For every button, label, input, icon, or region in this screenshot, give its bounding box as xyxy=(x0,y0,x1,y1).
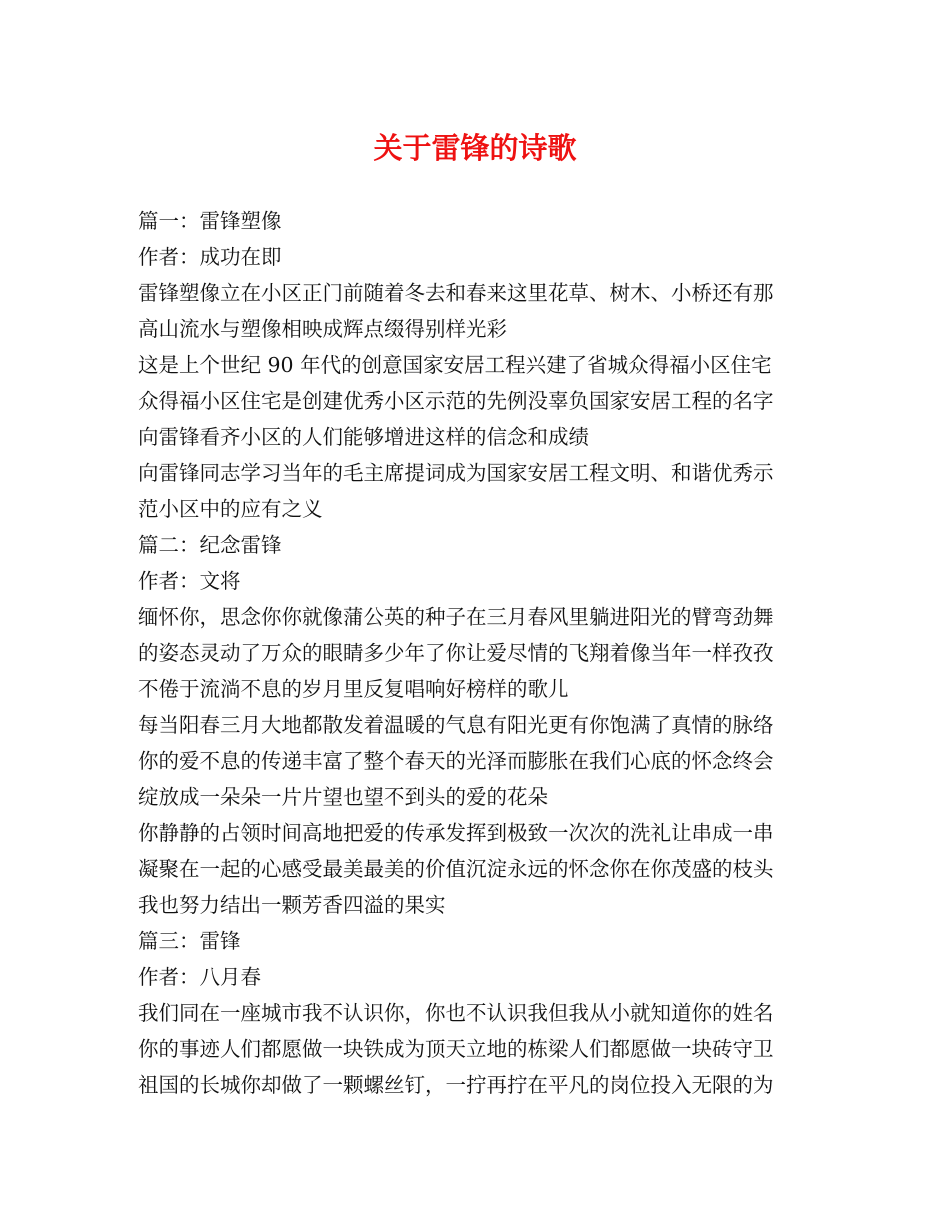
text-line: 向雷锋看齐小区的人们能够增进这样的信念和成绩 xyxy=(138,425,589,449)
text-line: 作者：八月春 xyxy=(138,965,261,989)
text-line: 祖国的长城你却做了一颗螺丝钉，一拧再拧在平凡的岗位投入无限的为 xyxy=(138,1073,774,1097)
document-title: 关于雷锋的诗歌 xyxy=(373,131,577,165)
text-line: 你的爱不息的传递丰富了整个春天的光泽而膨胀在我们心底的怀念终会 xyxy=(138,749,774,773)
text-line: 众得福小区住宅是创建优秀小区示范的先例没辜负国家安居工程的名字 xyxy=(138,389,774,413)
text-line: 作者：成功在即 xyxy=(138,245,282,269)
text-line: 这是上个世纪 90 年代的创意国家安居工程兴建了省城众得福小区住宅 xyxy=(138,353,772,377)
text-line: 我也努力结出一颗芳香四溢的果实 xyxy=(138,893,446,917)
text-line: 凝聚在一起的心感受最美最美的价值沉淀永远的怀念你在你茂盛的枝头 xyxy=(138,857,774,881)
text-line: 范小区中的应有之义 xyxy=(138,497,323,521)
text-line: 绽放成一朵朵一片片望也望不到头的爱的花朵 xyxy=(138,785,548,809)
text-line: 缅怀你，思念你你就像蒲公英的种子在三月春风里躺进阳光的臂弯劲舞 xyxy=(138,605,774,629)
text-line: 篇一：雷锋塑像 xyxy=(138,209,282,233)
text-line: 你静静的占领时间高地把爱的传承发挥到极致一次次的洗礼让串成一串 xyxy=(138,821,774,845)
text-line: 每当阳春三月大地都散发着温暖的气息有阳光更有你饱满了真情的脉络 xyxy=(138,713,774,737)
text-line: 我们同在一座城市我不认识你，你也不认识我但我从小就知道你的姓名 xyxy=(138,1001,774,1025)
text-line: 不倦于流淌不息的岁月里反复唱响好榜样的歌儿 xyxy=(138,677,569,701)
text-line: 篇三：雷锋 xyxy=(138,929,241,953)
text-line: 你的事迹人们都愿做一块铁成为顶天立地的栋梁人们都愿做一块砖守卫 xyxy=(138,1037,774,1061)
text-line: 篇二：纪念雷锋 xyxy=(138,533,282,557)
text-line: 作者：文将 xyxy=(138,569,241,593)
text-line: 雷锋塑像立在小区正门前随着冬去和春来这里花草、树木、小桥还有那 xyxy=(138,281,774,305)
text-line: 高山流水与塑像相映成辉点缀得别样光彩 xyxy=(138,317,507,341)
document-body xyxy=(138,203,818,1103)
text-line: 的姿态灵动了万众的眼睛多少年了你让爱尽情的飞翔着像当年一样孜孜 xyxy=(138,641,774,665)
text-line: 向雷锋同志学习当年的毛主席提词成为国家安居工程文明、和谐优秀示 xyxy=(138,461,774,485)
